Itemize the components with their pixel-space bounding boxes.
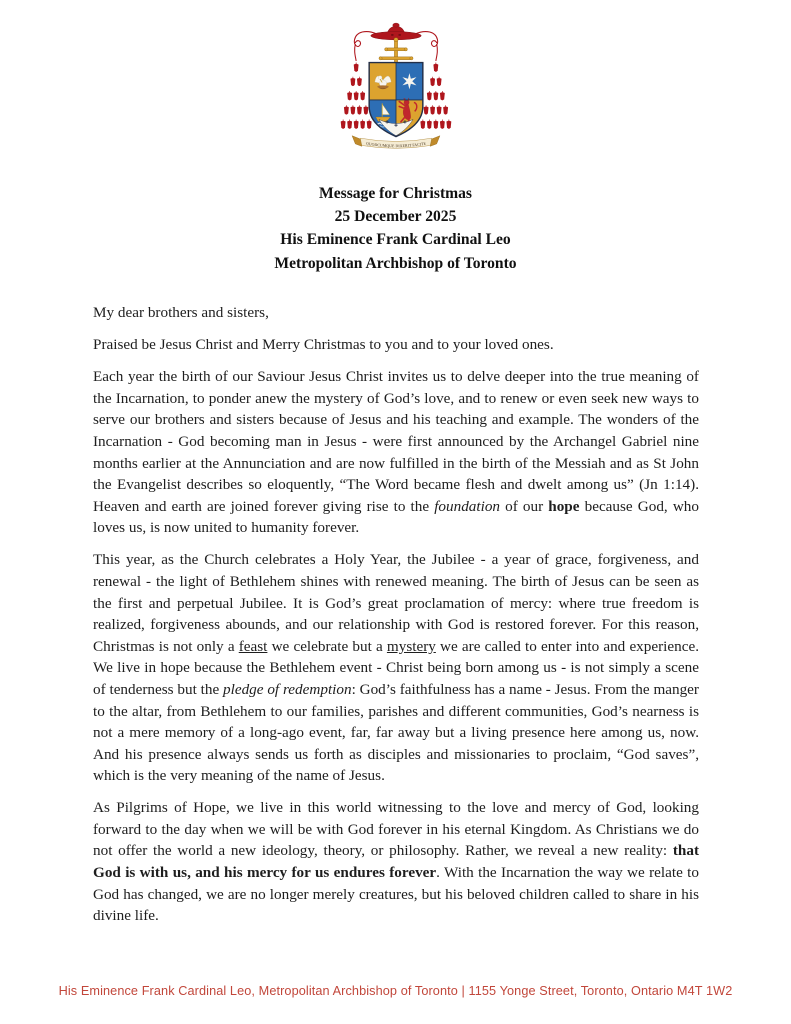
text-run: foundation bbox=[434, 497, 501, 515]
paragraph bbox=[93, 302, 699, 324]
page-footer bbox=[0, 984, 791, 998]
text-run: because God, who loves us, is now united to humanity forever. bbox=[93, 497, 699, 537]
text-run: pledge of redemption bbox=[223, 680, 352, 698]
footer-text: His Eminence Frank Cardinal Leo, Metropolitan Archbishop of Toronto | 1155 Yonge Street, Toronto, Ontario M4T 1W2 bbox=[58, 984, 733, 998]
heading-line: His Eminence Frank Cardinal Leo bbox=[280, 231, 511, 249]
paragraph bbox=[93, 797, 699, 927]
text-run: This year, as the Church celebrates a Holy Year, the Jubilee - a year of grace, forgiveness, and renewal - the light of Bethlehem shines with renewed meaning. The birth of Jesus can be seen as the first and perpetual Jubilee. It is God’s great proclamation of mercy: where true freedom is realized, forgiveness abounds, and our relationship with God is restored forever. For this reason, Christmas is not only a bbox=[93, 551, 699, 655]
text-run: . With the Incarnation the way we relate to God has changed, we are no longer merely creatures, but his beloved children called to share in his divine life. bbox=[93, 864, 699, 925]
motto-text: QUODCUMQUE DIXERIT FACITE bbox=[365, 141, 426, 149]
text-run: Praised be Jesus Christ and Merry Christmas to you and to your loved ones. bbox=[93, 336, 554, 354]
tassels-left bbox=[340, 63, 371, 129]
letter-heading bbox=[0, 182, 791, 276]
text-run: mystery bbox=[386, 637, 436, 655]
text-run: we are called to enter into and experience. We live in hope because the Bethlehem event - Christ being born among us - is not simply a scene of tenderness but the bbox=[93, 637, 700, 698]
letter-body bbox=[0, 302, 791, 927]
text-run: : God’s faithfulness has a name - Jesus. From the manger to the altar, from Bethlehem to our families, parishes and different communities, God’s nearness is not a mere memory of a long-ago event, far, far away but a living presence here among us, now. And his presence always sends us forth as disciples and missionaries to proclaim, “God saves”, which is the very meaning of the name of Jesus. bbox=[93, 680, 699, 785]
galero-icon bbox=[370, 23, 420, 40]
text-run: that God is with us, and his mercy for us endures forever bbox=[93, 842, 699, 882]
heading-line: 25 December 2025 bbox=[334, 208, 457, 226]
text-run: As Pilgrims of Hope, we live in this world witnessing to the love and mercy of God, looking forward to the day when we will be with God forever in his eternal Kingdom. As Christians we do not offer the world a new ideology, theory, or philosophy. Rather, we reveal a new reality: bbox=[93, 799, 699, 860]
coat-of-arms bbox=[0, 0, 791, 159]
text-run: we celebrate but a bbox=[267, 637, 387, 655]
text-run: feast bbox=[238, 637, 268, 655]
text-run: My dear brothers and sisters, bbox=[93, 304, 269, 322]
paragraph bbox=[93, 366, 699, 539]
text-run: hope bbox=[548, 497, 580, 515]
text-run: Each year the birth of our Saviour Jesus Christ invites us to delve deeper into the true meaning of the Incarnation, to ponder anew the mystery of God’s love, and to renew or even seek new ways to serve our brothers and sisters because of Jesus and his teaching and example. The wonders of the Incarnation - God becoming man in Jesus - were first announced by the Archangel Gabriel nine months earlier at the Annunciation and are now fulfilled in the birth of the Messiah and as St John the Evangelist describes so eloquently, “The Word became flesh and dwelt among us” (Jn 1:14). Heaven and earth are joined forever giving rise to the bbox=[93, 368, 699, 515]
paragraph bbox=[93, 549, 699, 787]
shield bbox=[369, 63, 423, 138]
text-run: of our bbox=[500, 497, 549, 515]
paragraph bbox=[93, 334, 699, 356]
motto-ribbon bbox=[352, 136, 440, 149]
heading-line: Metropolitan Archbishop of Toronto bbox=[274, 254, 517, 272]
tassels-right bbox=[420, 63, 451, 129]
coat-of-arms-icon bbox=[335, 17, 457, 154]
heading-line: Message for Christmas bbox=[318, 184, 473, 202]
